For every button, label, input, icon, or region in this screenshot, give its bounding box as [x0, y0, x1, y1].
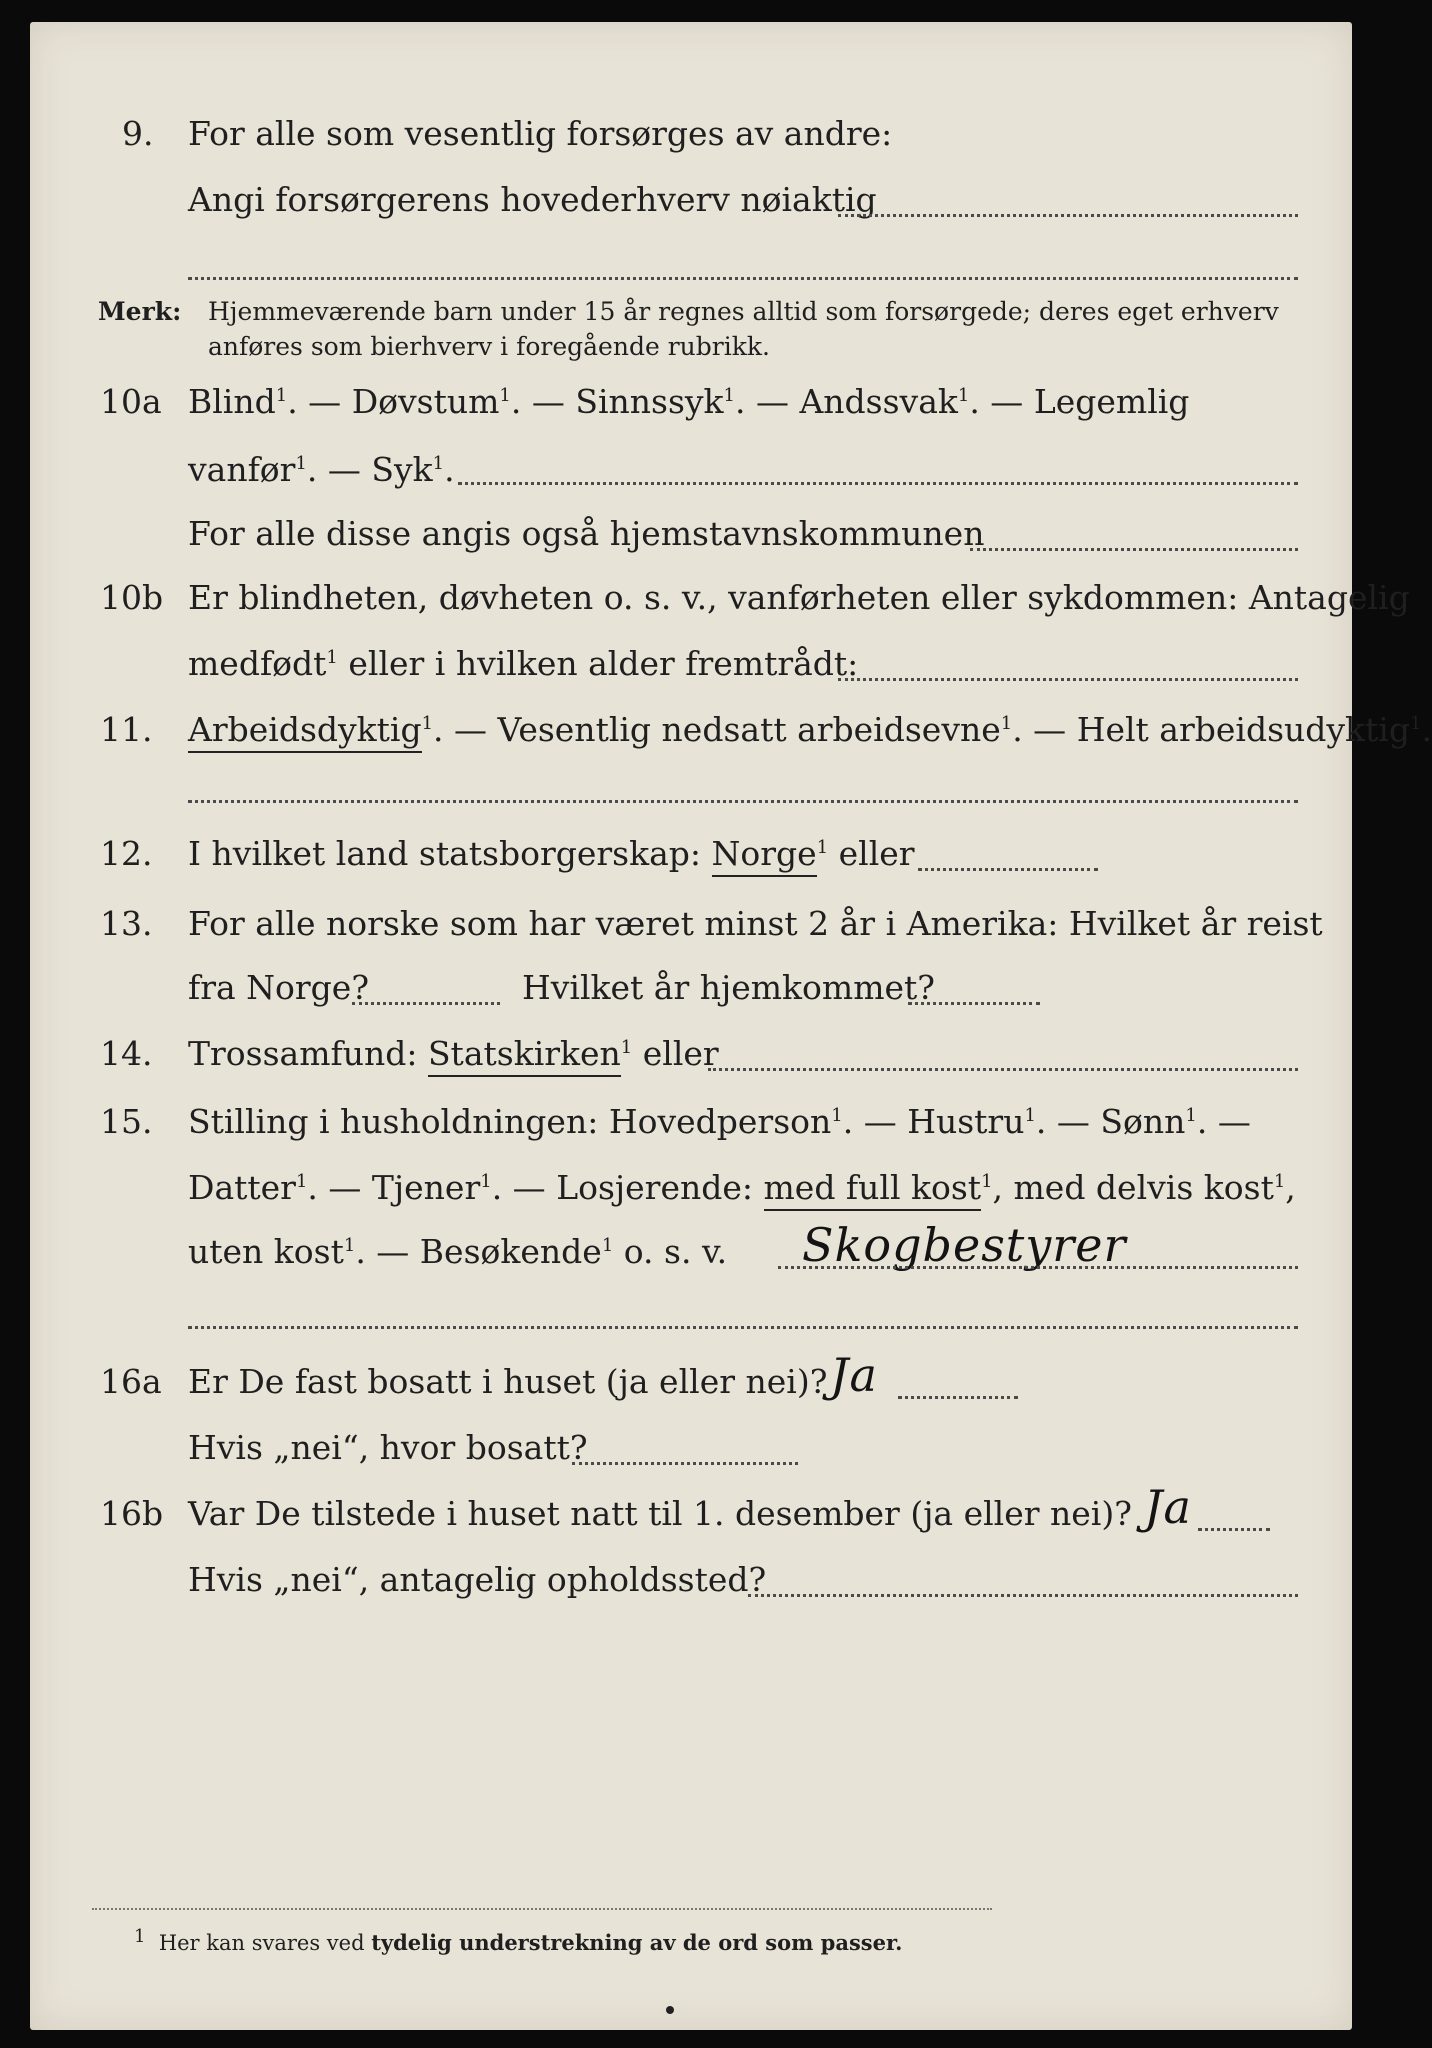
item-14-answer-line: [708, 1068, 1298, 1071]
note-label: Merk:: [98, 297, 182, 326]
answer-arbeidsdyktig-underlined: Arbeidsdyktig: [188, 710, 422, 753]
item-13-line1: For alle norske som har været minst 2 år i Amerika: Hvilket år reist: [188, 904, 1323, 943]
item-14-line1: Trossamfund: Statskirken$^1$ eller: [188, 1034, 719, 1073]
item-10a-answer-line: [458, 482, 1298, 485]
item-15-answer-line-2: [188, 1326, 1298, 1329]
item-10b-answer-line: [838, 678, 1298, 681]
item-13-year-returned-line: [908, 1002, 1040, 1005]
item-16b-handwritten-answer: Ja: [1144, 1480, 1192, 1534]
item-13-number: 13.: [100, 904, 153, 943]
footnote: $^1$ Her kan svares ved tydelig understrekning av de ord som passer.: [134, 1926, 903, 1955]
note-line2: anføres som bierhverv i foregående rubrikk.: [208, 332, 770, 361]
item-16b-answer-line: [1198, 1528, 1270, 1531]
item-9-answer-line-2: [188, 277, 1298, 280]
item-12-answer-line: [918, 868, 1098, 871]
item-16a-residence-line: [572, 1462, 798, 1465]
item-9-number: 9.: [122, 114, 154, 153]
item-15-handwritten-answer: Skogbestyrer: [802, 1218, 1127, 1272]
item-10a-number: 10a: [100, 382, 162, 421]
item-10a-line2: vanfør$^1$. — Syk$^1$.: [188, 450, 455, 489]
item-10b-number: 10b: [100, 578, 164, 617]
item-13-line2a: fra Norge?: [188, 968, 370, 1007]
item-15-answer-line: [778, 1266, 1298, 1269]
item-16a-handwritten-answer: Ja: [830, 1348, 878, 1402]
census-form-page: [30, 22, 1432, 2030]
item-11-answer-line: [188, 800, 1298, 803]
item-16b-stay-line: [748, 1594, 1298, 1597]
item-16b-line2: Hvis „nei“, antagelig opholdssted?: [188, 1560, 767, 1599]
item-15-line3: uten kost$^1$. — Besøkende$^1$ o. s. v.: [188, 1232, 728, 1271]
item-12-number: 12.: [100, 834, 153, 873]
item-10b-line1: Er blindheten, døvheten o. s. v., vanførheten eller sykdommen: Antagelig: [188, 578, 1410, 617]
item-16a-line1: Er De fast bosatt i huset (ja eller nei)?: [188, 1362, 828, 1401]
item-16b-number: 16b: [100, 1494, 164, 1533]
item-15-line2: Datter$^1$. — Tjener$^1$. — Losjerende: med full kost$^1$, med delvis kost$^1$,: [188, 1168, 1296, 1207]
item-10a-line1: Blind$^1$. — Døvstum$^1$. — Sinnssyk$^1$. — Andssvak$^1$. — Legemlig: [188, 382, 1190, 421]
item-14-number: 14.: [100, 1034, 153, 1073]
item-13-line2b: Hvilket år hjemkommet?: [522, 968, 935, 1007]
item-13-year-left-line: [352, 1002, 500, 1005]
answer-statskirken-underlined: Statskirken: [428, 1034, 621, 1077]
page-ink-dot: [666, 2006, 674, 2014]
item-9-answer-line: [838, 214, 1298, 217]
item-15-line1: Stilling i husholdningen: Hovedperson$^1$. — Hustru$^1$. — Sønn$^1$. —: [188, 1102, 1251, 1141]
note-line1: Hjemmeværende barn under 15 år regnes alltid som forsørgede; deres eget erhverv: [208, 297, 1279, 326]
item-16b-line1: Var De tilstede i huset natt til 1. desember (ja eller nei)?: [188, 1494, 1132, 1533]
item-9-line2: Angi forsørgerens hovederhverv nøiaktig: [188, 180, 877, 219]
item-10a-line3: For alle disse angis også hjemstavnskommunen: [188, 514, 985, 553]
footnote-separator: [92, 1908, 992, 1910]
item-16a-number: 16a: [100, 1362, 162, 1401]
item-15-number: 15.: [100, 1102, 153, 1141]
answer-med-full-kost-underlined: med full kost: [764, 1168, 982, 1211]
item-11-line1: Arbeidsdyktig$^1$. — Vesentlig nedsatt arbeidsevne$^1$. — Helt arbeidsudyktig$^1$.: [188, 710, 1432, 749]
item-11-number: 11.: [100, 710, 153, 749]
item-9-line1: For alle som vesentlig forsørges av andre:: [188, 114, 893, 153]
item-12-line1: I hvilket land statsborgerskap: Norge$^1$ eller: [188, 834, 915, 873]
item-16a-answer-line: [898, 1396, 1018, 1399]
item-10a-hometown-line: [970, 548, 1298, 551]
answer-norge-underlined: Norge: [712, 834, 817, 877]
item-16a-line2: Hvis „nei“, hvor bosatt?: [188, 1428, 588, 1467]
item-10b-line2: medfødt$^1$ eller i hvilken alder fremtrådt:: [188, 644, 859, 683]
